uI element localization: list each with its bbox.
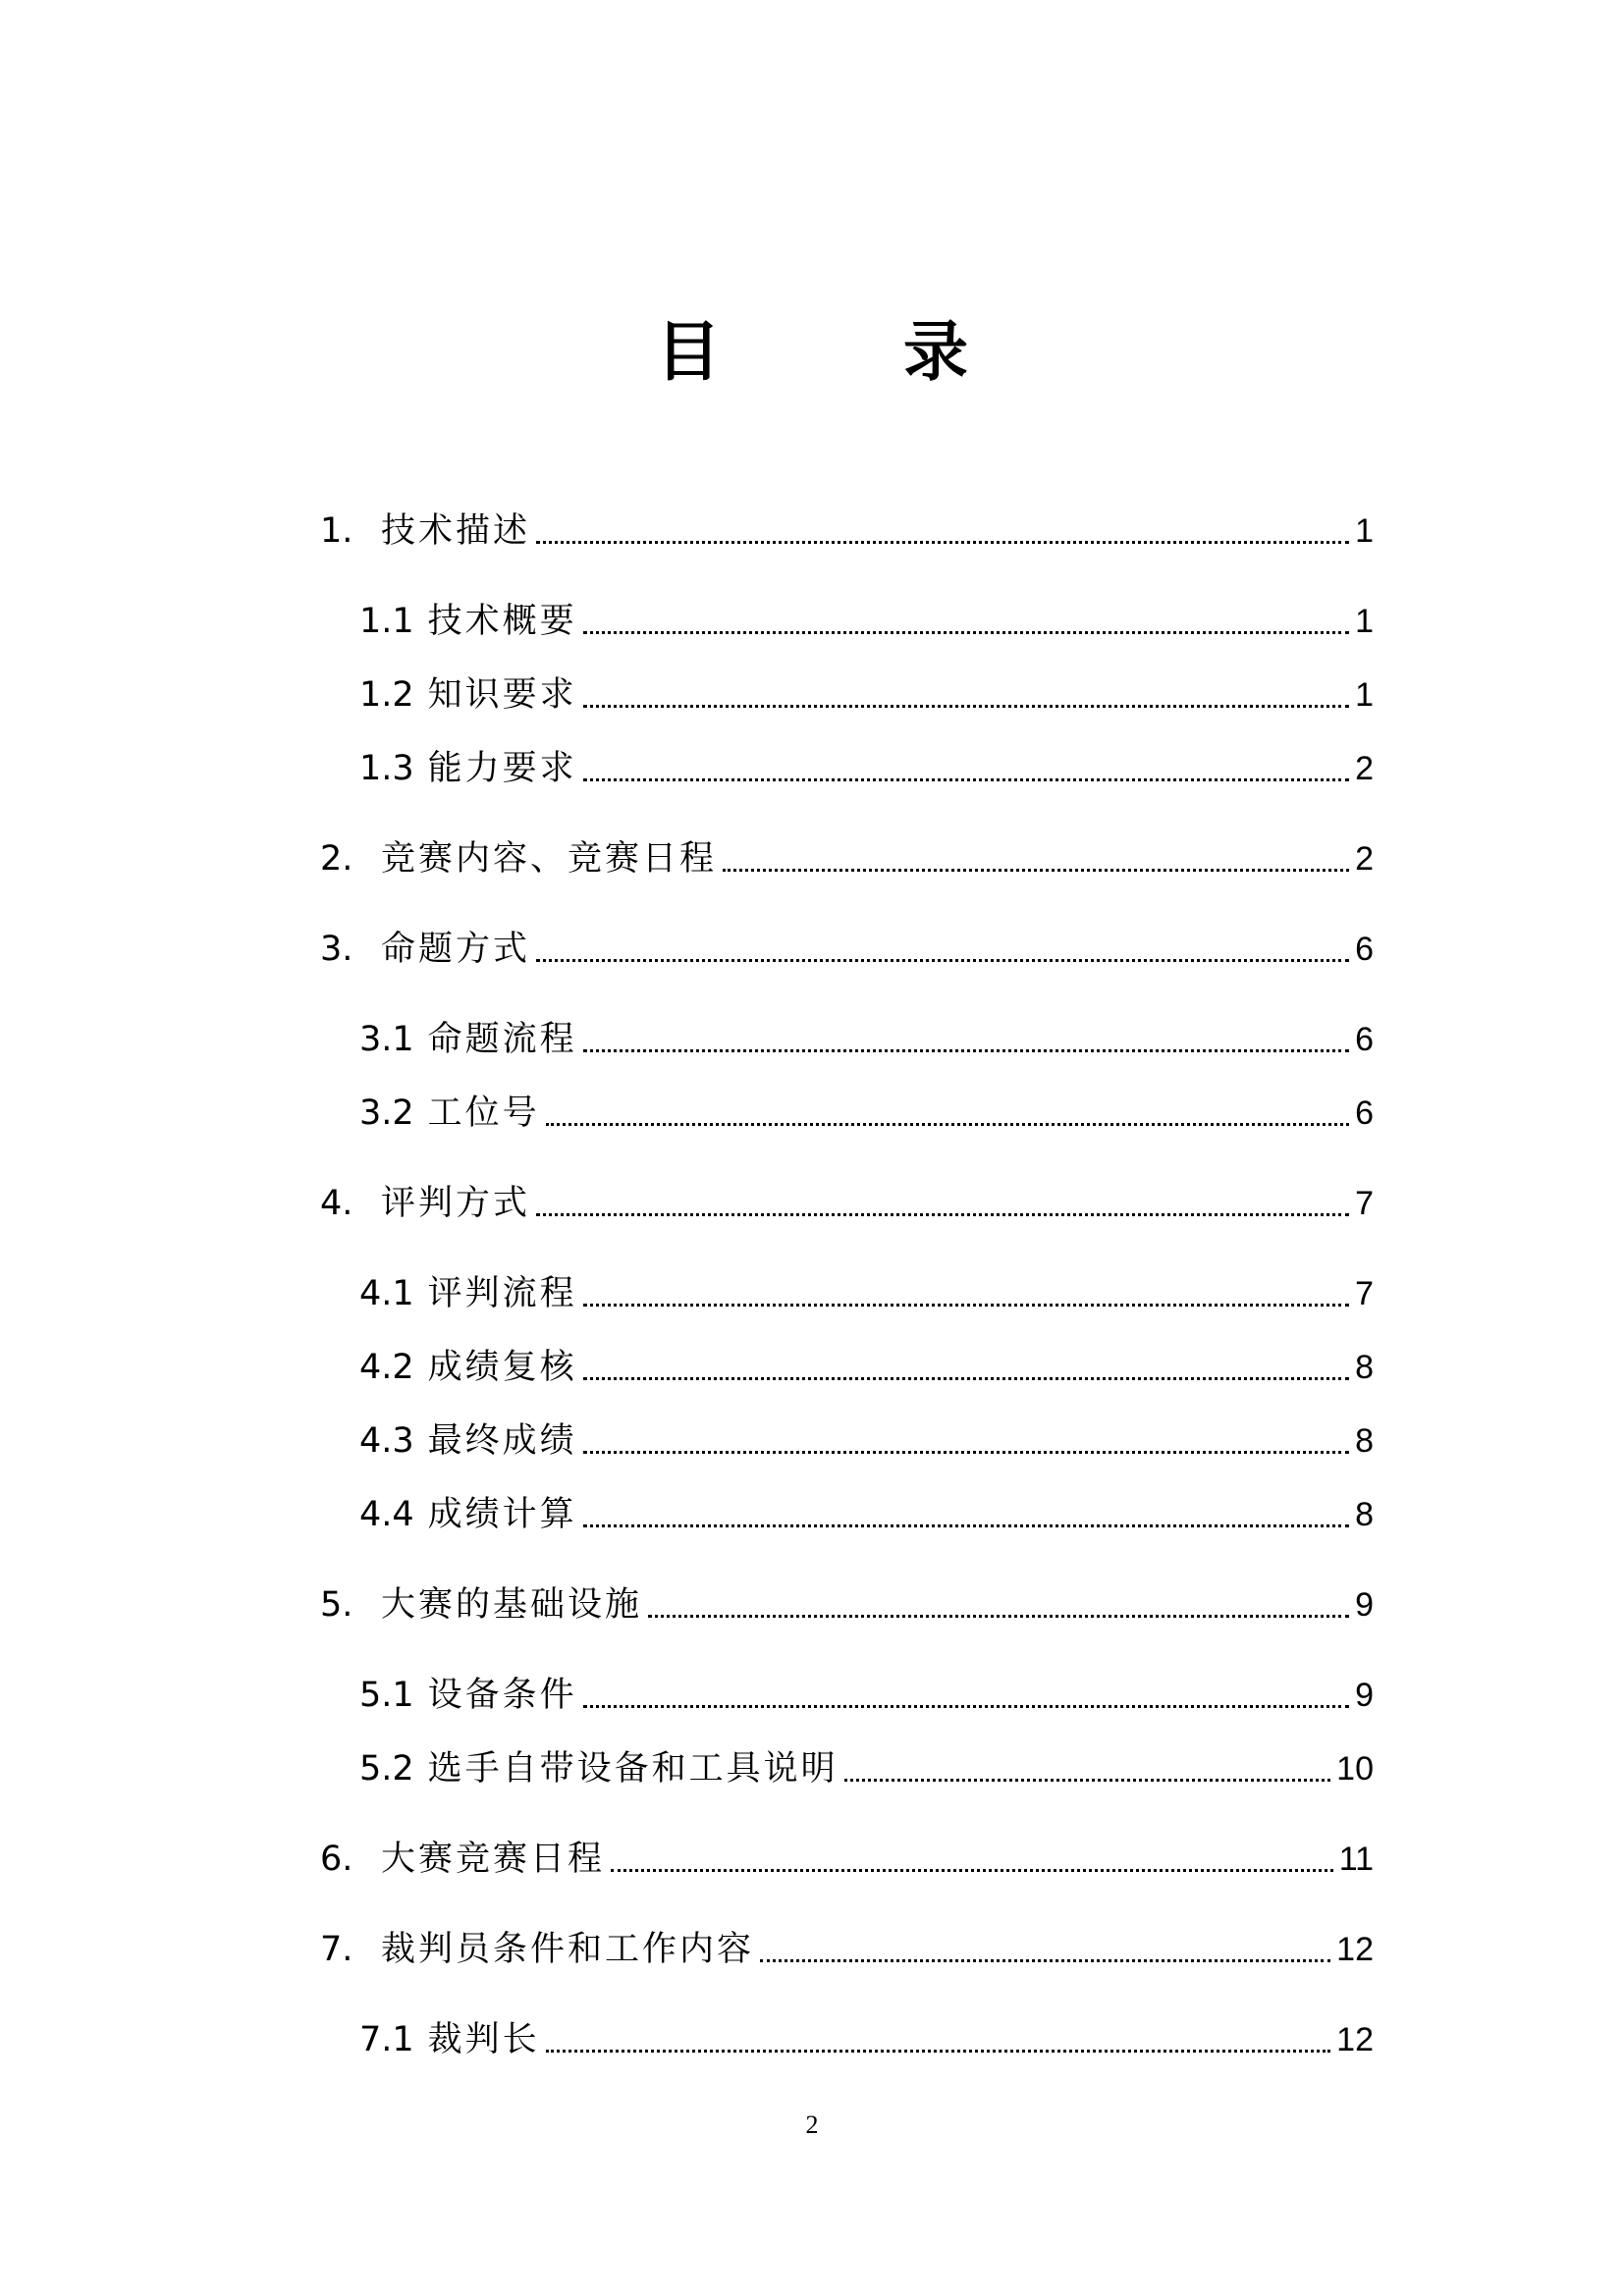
- toc-entry-page: 9: [1355, 1586, 1374, 1624]
- toc-entry-number: 5.: [320, 1585, 353, 1625]
- page-number: 2: [805, 2110, 819, 2139]
- toc-entry-title: 评判流程: [427, 1274, 577, 1313]
- toc-leader-dots: [611, 1869, 1333, 1872]
- toc-entry[interactable]: [359, 1671, 1374, 1720]
- toc-entry-page: 12: [1336, 1931, 1374, 1968]
- toc-entry-number: 3.: [320, 930, 353, 969]
- toc-leader-dots: [536, 1213, 1349, 1216]
- toc-entry[interactable]: [359, 744, 1374, 793]
- toc-entry-number: 7.1: [359, 2020, 414, 2059]
- toc-entry-title: 成绩计算: [427, 1495, 577, 1534]
- toc-entry-title: 设备条件: [427, 1676, 577, 1715]
- toc-entry-page: 7: [1355, 1185, 1374, 1222]
- toc-entry-page: 1: [1355, 603, 1374, 640]
- toc-entry-number: 5.2: [359, 1749, 414, 1789]
- toc-entry[interactable]: [320, 925, 1374, 974]
- toc-entry-page: 2: [1355, 750, 1374, 787]
- toc-entry-page: 2: [1355, 840, 1374, 878]
- toc-entry-page: 7: [1355, 1275, 1374, 1312]
- toc-leader-dots: [723, 869, 1349, 872]
- toc-leader-dots: [536, 541, 1349, 544]
- toc-entry-title: 裁判长: [427, 2020, 540, 2059]
- toc-leader-dots: [583, 1524, 1349, 1527]
- toc-entry-number: 7.: [320, 1930, 353, 1969]
- toc-leader-dots: [583, 1049, 1349, 1052]
- toc-entry[interactable]: [320, 507, 1374, 556]
- toc-leader-dots: [583, 1705, 1349, 1708]
- toc-leader-dots: [536, 959, 1349, 962]
- toc-entry-page: 1: [1355, 512, 1374, 550]
- toc-entry-title: 大赛竞赛日程: [381, 1840, 606, 1879]
- toc-entry-title: 命题流程: [427, 1020, 577, 1059]
- toc-entry-number: 4.2: [359, 1348, 414, 1387]
- toc-entry[interactable]: [359, 670, 1374, 720]
- toc-entry-number: 3.2: [359, 1094, 414, 1133]
- toc-entry[interactable]: [359, 2015, 1374, 2064]
- toc-leader-dots: [546, 2050, 1330, 2053]
- toc-entry-title: 成绩复核: [427, 1348, 577, 1387]
- toc-leader-dots: [648, 1615, 1349, 1618]
- toc-entry-page: 6: [1355, 1095, 1374, 1132]
- toc-entry[interactable]: [359, 1744, 1374, 1793]
- toc-entry[interactable]: [320, 1179, 1374, 1228]
- toc-entry-page: 8: [1355, 1422, 1374, 1460]
- toc-entry[interactable]: [359, 1089, 1374, 1138]
- toc-leader-dots: [583, 1451, 1349, 1454]
- toc-entry[interactable]: [320, 1580, 1374, 1629]
- toc-entry-page: 12: [1336, 2021, 1374, 2058]
- toc-entry-title: 知识要求: [427, 675, 577, 715]
- toc-entry-page: 6: [1355, 1021, 1374, 1058]
- toc-entry-page: 1: [1355, 676, 1374, 714]
- toc-entry-page: 10: [1336, 1750, 1374, 1788]
- toc-entry-number: 2.: [320, 839, 353, 879]
- toc-entry[interactable]: [359, 1015, 1374, 1064]
- toc-leader-dots: [583, 778, 1349, 781]
- toc-entry[interactable]: [320, 1835, 1374, 1884]
- toc-entry[interactable]: [320, 1925, 1374, 1974]
- toc-entry-title: 技术描述: [381, 511, 531, 551]
- toc-entry-title: 裁判员条件和工作内容: [381, 1930, 755, 1969]
- toc-entry-page: 11: [1338, 1841, 1374, 1878]
- toc-entry-number: 3.1: [359, 1020, 414, 1059]
- toc-entry[interactable]: [359, 1490, 1374, 1539]
- toc-entry-number: 1.3: [359, 749, 414, 788]
- toc-entry-title: 选手自带设备和工具说明: [427, 1749, 839, 1789]
- toc-entry-title: 能力要求: [427, 749, 577, 788]
- toc-entry-number: 6.: [320, 1840, 353, 1879]
- toc-entry-page: 6: [1355, 931, 1374, 968]
- toc-leader-dots: [546, 1123, 1349, 1126]
- toc-entry[interactable]: [359, 597, 1374, 646]
- toc-entry-number: 1.2: [359, 675, 414, 715]
- toc-entry-number: 5.1: [359, 1676, 414, 1715]
- toc-entry-number: 1.1: [359, 602, 414, 641]
- toc-entry-number: 1.: [320, 511, 353, 551]
- toc-entry-number: 4.3: [359, 1421, 414, 1461]
- toc-leader-dots: [583, 1377, 1349, 1380]
- toc-leader-dots: [583, 1304, 1349, 1307]
- toc-entry-title: 大赛的基础设施: [381, 1585, 643, 1625]
- toc-entry-title: 竞赛内容、竞赛日程: [381, 839, 718, 879]
- toc-entry[interactable]: [359, 1416, 1374, 1466]
- toc-entry-title: 最终成绩: [427, 1421, 577, 1461]
- toc-entry[interactable]: [359, 1343, 1374, 1392]
- toc-leader-dots: [583, 705, 1349, 708]
- toc-entry[interactable]: [359, 1269, 1374, 1318]
- toc-leader-dots: [844, 1779, 1330, 1782]
- toc-entry-page: 8: [1355, 1349, 1374, 1386]
- toc-entry-title: 命题方式: [381, 930, 531, 969]
- toc-leader-dots: [583, 631, 1349, 634]
- toc-entry-number: 4.4: [359, 1495, 414, 1534]
- toc-entry-page: 8: [1355, 1496, 1374, 1533]
- toc-leader-dots: [760, 1959, 1330, 1962]
- toc-entry-number: 4.: [320, 1184, 353, 1223]
- toc-entry-number: 4.1: [359, 1274, 414, 1313]
- toc-entry[interactable]: [320, 834, 1374, 883]
- toc-entry-page: 9: [1355, 1677, 1374, 1714]
- toc-entry-title: 评判方式: [381, 1184, 531, 1223]
- toc-entry-title: 工位号: [427, 1094, 540, 1133]
- toc-title: 目 录: [656, 313, 1027, 390]
- toc-entry-title: 技术概要: [427, 602, 577, 641]
